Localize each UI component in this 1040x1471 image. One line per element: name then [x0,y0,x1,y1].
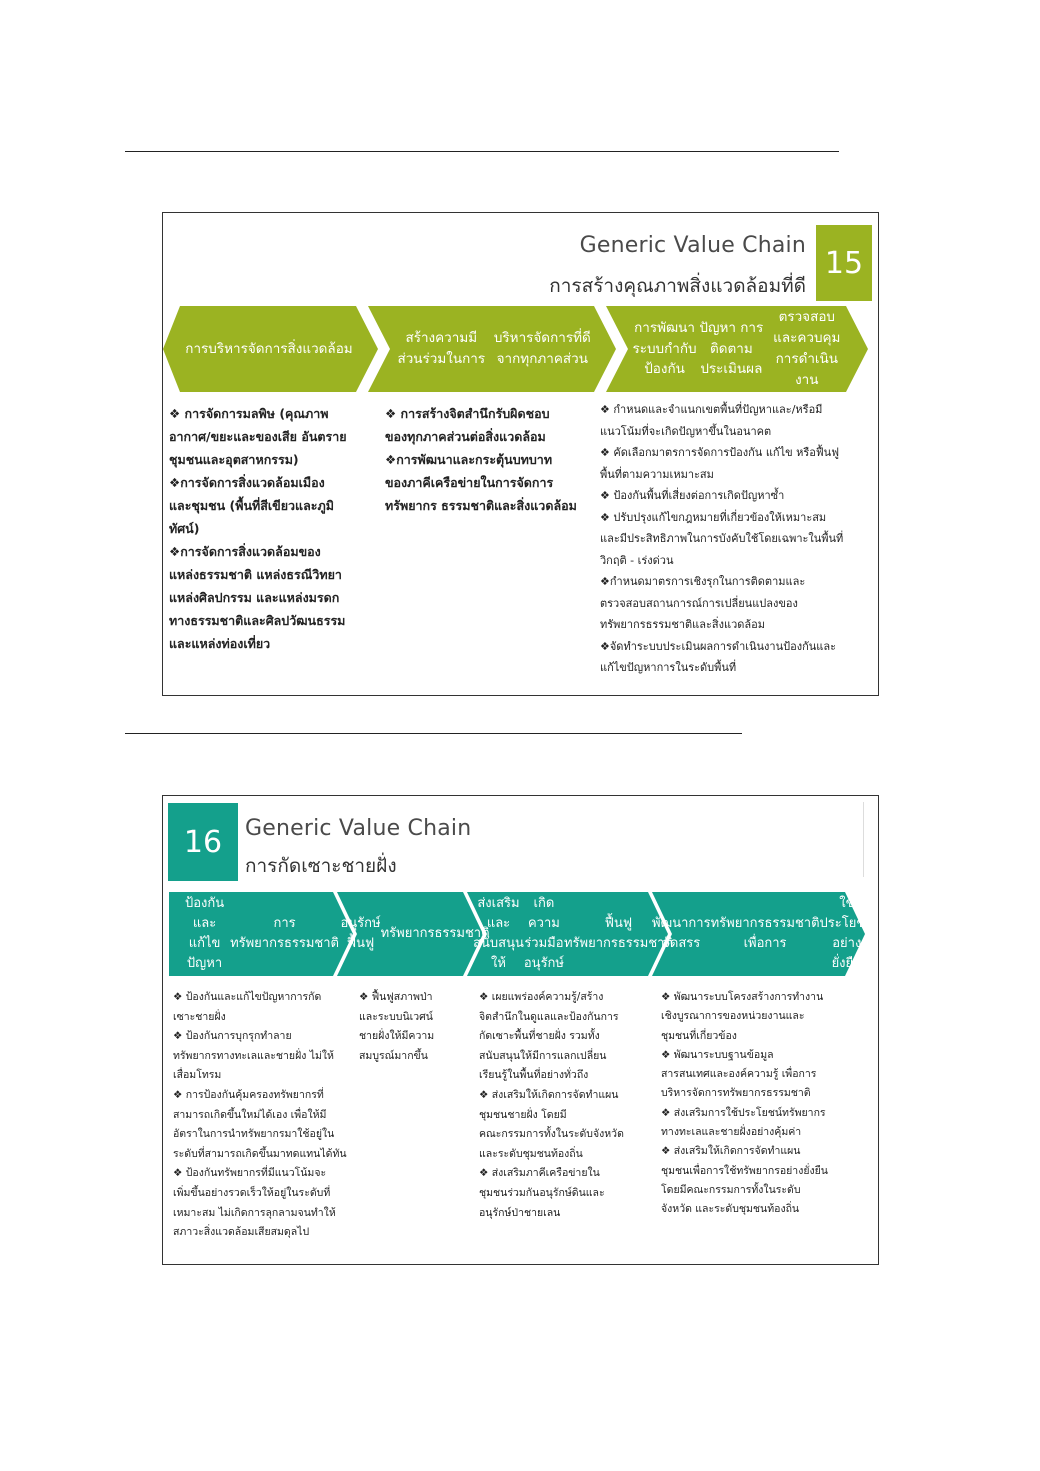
column-2-text: ❖ การสร้างจิตสำนึกรับผิดชอบ ของทุกภาคส่วนต่อสิ่งแวดล้อม ❖การพัฒนาและกระตุ้นบทบาท ของภาคีเครือข่ายในการจัดการ ทรัพยากร ธรรมชาติและสิ่งแวดล้อม [385,406,577,513]
column-1-text: ❖ ป้องกันและแก้ไขปัญหาการกัด เซาะชายฝั่ง ❖ ป้องกันการบุกรุกทำลาย ทรัพยากรทางทะเลและชายฝั่ง ไม่ให้ เสื่อมโทรม ❖ การป้องกันคุ้มครองทรัพยากรที่ สามารถเกิดขึ้นใหม่ได้เอง เพื่อให้มี อัตราในการนำทรัพยากรมาใช้อยู่ใน ระดับที่สามารถเกิดขึ้นมาทดแทนได้ทัน ❖ ป้องกันทรัพยากรที่มีแนวโน้มจะ เพิ่มขึ้นอย่างรวดเร็วให้อยู่ในระดับที่ เหมาะสม ไม่เกิดการลุกลามจนทำให้ สภาวะสิ่งแวดล้อมเสียสมดุลไป [173,991,347,1239]
slide-15 [162,212,879,696]
slide-number-badge: 16 [168,803,238,881]
slide-title-th: การสร้างคุณภาพสิ่งแวดล้อมที่ดี [549,275,806,297]
column-3-text: ❖ เผยแพร่องค์ความรู้/สร้าง จิตสำนึกในดูแลและป้องกันการ กัดเซาะพื้นที่ชายฝั่ง รวมทั้ง สนับสนุนให้มีการแลกเปลี่ยน เรียนรู้ในพื้นที่อย่างทั่วถึง ❖ ส่งเสริมให้เกิดการจัดทำแผน ชุมชนชายฝั่ง โดยมี คณะกรรมการทั้งในระดับจังหวัด และระดับชุมชนท้องถิ่น ❖ ส่งเสริมภาคีเครือข่ายใน ชุมชนร่วมกันอนุรักษ์ดินและ อนุรักษ์ป่าชายเลน [479,991,624,1219]
chevron-3-label: การพัฒนาระบบกำกับ ป้องกัน ปัญหา การติดตามประเมินผล ตรวจสอบ และควบคุมการดำเนินงาน [632,309,841,388]
middle-rule [125,733,742,734]
chevron-1-label: การบริหารจัดการสิ่งแวดล้อม [185,340,353,357]
top-rule [125,151,839,152]
slide-title-th: การกัดเซาะชายฝั่ง [245,855,397,877]
column-1-text: ❖ การจัดการมลพิษ (คุณภาพ อากาศ/ขยะและของเสีย อันตราย ชุมชนและอุตสาหกรรม) ❖การจัดการสิ่งแวดล้อมเมือง และชุมชน (พื้นที่สีเขียวและภูมิ ทัศน์) ❖การจัดการสิ่งแวดล้อมของ แหล่งธรรมชาติ แหล่งธรณีวิทยา แหล่งศิลปกรรม และแหล่งมรดก ทางธรรมชาติและศิลปวัฒนธรรม และแหล่งท่องเที่ยว [169,406,347,651]
slide-title-en: Generic Value Chain [579,233,806,258]
slide-16 [162,795,879,1265]
slide-title-en: Generic Value Chain [245,816,472,841]
chevron-1-label: ป้องกันและแก้ไขปัญหา การทรัพยากรธรรมชาติ [184,895,339,972]
chevron-2-label: สร้างความมีส่วนร่วมในการ บริหารจัดการที่ดีจากทุกภาคส่วน [397,330,591,367]
chevron-4-label: พัฒนาการจัดสรร ทรัพยากรธรรมชาติเพื่อการ ใช้ประโยชน์อย่างยั่งยืน [651,895,875,972]
column-4-text: ❖ พัฒนาระบบโครงสร้างการทำงาน เชิงบูรณาการของหน่วยงานและ ชุมชนที่เกี่ยวข้อง ❖ พัฒนาระบบฐานข้อมูล สารสนเทศและองค์ความรู้ เพื่อการ บริหารจัดการทรัพยากรธรรมชาติ ❖ ส่งเสริมการใช้ประโยชน์ทรัพยากร ทางทะเลและชายฝั่งอย่างคุ้มค่า ❖ ส่งเสริมให้เกิดการจัดทำแผน ชุมชนเพื่อการใช้ทรัพยากรอย่างยั่งยืน โดยมีคณะกรรมการทั้งในระดับ จังหวัด และระดับชุมชนท้องถิ่น [661,991,828,1216]
chevron-2-label: อนุรักษ์ฟื้นฟู ทรัพยากรธรรมชาติ [340,915,490,951]
column-3-text: ❖ กำหนดและจำแนกเขตพื้นที่ปัญหาและ/หรือมี แนวโน้มที่จะเกิดปัญหาขึ้นในอนาคต ❖ คัดเลือกมาตรการจัดการป้องกัน แก้ไข หรือฟื้นฟู พื้นที่ตามความเหมาะสม ❖ ป้องกันพื้นที่เสี่ยงต่อการเกิดปัญหาซ้ำ ❖ ปรับปรุงแก้ไขกฎหมายที่เกี่ยวข้องให้เหมาะสม และมีประสิทธิภาพในการบังคับใช้โดยเฉพาะในพื้นที่ วิกฤติ - เร่งด่วน ❖กำหนดมาตรการเชิงรุกในการติดตามและ ตรวจสอบสถานการณ์การเปลี่ยนแปลงของ ทรัพยากรธรรมชาติและสิ่งแวดล้อม ❖จัดทำระบบประเมินผลการดำเนินงานป้องกันและ แก้ไขปัญหาการในระดับพื้นที่ [600,403,844,674]
slide-number-badge: 15 [816,225,872,301]
column-2-text: ❖ ฟื้นฟูสภาพป่า และระบบนิเวศน์ ชายฝั่งให้มีความ สมบูรณ์มากขึ้น [359,991,435,1062]
chevron-3-label: ส่งเสริมและสนับสนุนให้ เกิดความร่วมมืออนุรักษ์ ฟื้นฟูทรัพยากรธรรมชาติ [473,895,673,972]
header-divider [863,802,864,877]
